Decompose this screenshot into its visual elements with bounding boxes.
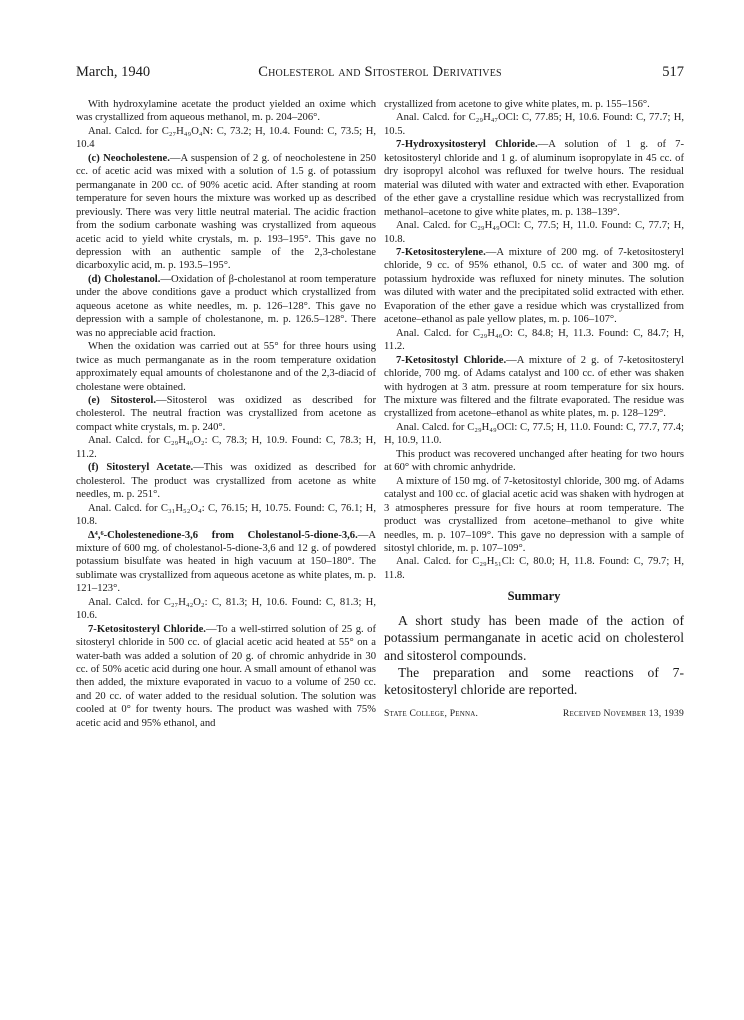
summary-paragraph: The preparation and some reactions of 7-ketositosteryl chloride are reported. bbox=[384, 664, 684, 698]
analysis-line: Anal. Calcd. for C₂₉H₄₇OCl: C, 77.85; H, 10.6. Found: C, 77.7; H, 10.5. bbox=[384, 112, 684, 137]
left-column bbox=[76, 98, 376, 730]
section-heading: 7-Hydroxysitosteryl Chloride. bbox=[396, 139, 538, 151]
analysis-line: Anal. Calcd. for C₂₉H₄₉OCl: C, 77.5; H, 11.0. Found: C, 77.7, 77.4; H, 10.9, 11.0. bbox=[384, 421, 684, 447]
paragraph bbox=[76, 529, 376, 596]
paragraph bbox=[76, 623, 376, 731]
analysis-line: Anal. Calcd. for C₂₇H₄₂O₂: C, 81.3; H, 10.6. Found: C, 81.3; H, 10.6. bbox=[76, 596, 376, 622]
right-column bbox=[384, 98, 684, 720]
paragraph-body: —To a well-stirred solution of 25 g. of sitosteryl chloride in 500 cc. of glacial acetic acid heated at 55° on a water-bath was added a solution of 20 g. of chromic anhydride in 30 cc. of 50% acetic acid during one hour. A small amount of ethanol was then added, the mixture evaporated in vacuo to a volume of 250 cc. and 20 cc. of water added to the residual solution. The solution was cooled at 0° for twenty hours. The product was washed with 75% acetic acid and 95% ethanol, and bbox=[76, 623, 376, 729]
analysis-line: Anal. Calcd. for C₂₉H₄₆O: C, 84.8; H, 11.3. Found: C, 84.7; H, 11.2. bbox=[384, 327, 684, 353]
paragraph bbox=[76, 461, 376, 501]
analysis-line: Anal. Calcd. for C₂₉H₅₁Cl: C, 80.0; H, 11.8. Found: C, 79.7; H, 11.8. bbox=[384, 556, 684, 581]
paragraph: A mixture of 150 mg. of 7-ketositostyl chloride, 300 mg. of Adams catalyst and 100 cc. of glacial acetic acid was shaken with hydrogen at 3 atmospheres pressure for five hours at room temperature. The product was crystallized from acetone–methanol to give white needles, m. p. 107–109°. This gave no depression with a sample of sitostyl chloride, m. p. 107–109°. bbox=[384, 475, 684, 554]
paragraph-body: —A solution of 1 g. of 7-ketositosteryl chloride and 1 g. of aluminum isopropylate in 45 cc. of dry isopropyl alcohol was refluxed for twelve hours. The residual material was diluted with water and extracted with ether. Evaporation of the ether gave a crystalline residue which was recrystallized from methanol–acetone to give white plates, m. p. 138–139°. bbox=[384, 139, 684, 218]
paragraph-body: —Sitosterol was oxidized as described for cholesterol. The neutral fraction was crystallized from acetone as compact white crystals, m. p. 240°. bbox=[76, 394, 376, 433]
summary-paragraph: A short study has been made of the action of potassium permanganate in acetic acid on cholesterol and sitosterol compounds. bbox=[384, 612, 684, 663]
header-title: Cholesterol and Sitosterol Derivatives bbox=[258, 64, 502, 80]
paragraph-body: —A mixture of 200 mg. of 7-ketositosteryl chloride, 9 cc. of 95% ethanol, 0.5 cc. of water and 300 mg. of potassium hydroxide was refluxed for ninety minutes. The solution was diluted with water and the precipitated solid extracted with ether. Evaporation of the ether gave a residue which was crystallized from acetone–ethanol as pale yellow plates, m. p. 106–107°. bbox=[384, 246, 684, 326]
section-heading: (d) Cholestanol. bbox=[88, 273, 161, 285]
paragraph bbox=[384, 138, 684, 219]
header-date: March, 1940 bbox=[76, 64, 151, 80]
analysis-line: Anal. Calcd. for C₂₉H₄₉OCl: C, 77.5; H, 11.0. Found: C, 77.7; H, 10.8. bbox=[384, 220, 684, 245]
author-location: State College, Penna. bbox=[384, 707, 479, 719]
analysis-line: Anal. Calcd. for C₃₁H₅₂O₄: C, 76.15; H, 10.75. Found: C, 76.1; H, 10.8. bbox=[76, 502, 376, 528]
summary bbox=[384, 612, 684, 699]
section-heading: (c) Neocholestene. bbox=[88, 152, 170, 164]
page-number: 517 bbox=[662, 64, 684, 80]
paragraph: When the oxidation was carried out at 55° for three hours using twice as much permanganate as in the room temperature oxidation approximately equal amounts of cholestanone and of the 2,3-diacid of cholestane were obtained. bbox=[76, 341, 376, 393]
section-heading: (f) Sitosteryl Acetate. bbox=[88, 462, 194, 474]
section-heading: 7-Ketositosteryl Chloride. bbox=[88, 623, 206, 635]
paragraph bbox=[384, 246, 684, 327]
paragraph bbox=[76, 273, 376, 340]
paragraph: crystallized from acetone to give white plates, m. p. 155–156°. bbox=[384, 99, 650, 110]
paragraph bbox=[76, 152, 376, 273]
paragraph-body: —A mixture of 2 g. of 7-ketositosteryl chloride, 700 mg. of Adams catalyst and 100 cc. of ether was shaken with hydrogen at 3 atm. pressure at room temperature for six hours. The mixture was filtered and the filtrate evaporated. The residue was crystallized from acetone–ethanol as white plates, m. p. 128–129°. bbox=[384, 354, 684, 420]
analysis-line: Anal. Calcd. for C₂₉H₄₆O₂: C, 78.3; H, 10.9. Found: C, 78.3; H, 11.2. bbox=[76, 435, 376, 460]
section-heading: 7-Ketositostyl Chloride. bbox=[396, 354, 507, 366]
paragraph-body: —A suspension of 2 g. of neocholestene in 250 cc. of acetic acid was mixed with a solution of 1.5 g. of potassium permanganate in 200 cc. of 90% acetic acid. After standing at room temperature for seven hours the mixture was worked up as described previously. There was very little neutral material. The acidic fraction from the sodium carbonate washing was crystallized from aqueous acetic acid to yield white crystals, m. p. 193–195°. This gave no depression with an authentic sample of the 2,3-cholestane dicarboxylic acid, m. p. 193.5–195°. bbox=[76, 152, 376, 272]
paragraph bbox=[384, 354, 684, 421]
running-header bbox=[76, 64, 684, 84]
section-heading: 7-Ketositosterylene. bbox=[396, 246, 486, 258]
received-date: Received November 13, 1939 bbox=[562, 707, 684, 719]
paragraph: With hydroxylamine acetate the product yielded an oxime which was crystallized from aqueous methanol, m. p. 204–206°. bbox=[76, 99, 376, 124]
section-heading: (e) Sitosterol. bbox=[88, 394, 156, 406]
paragraph-body: —A mixture of 600 mg. of cholestanol-5-dione-3,6 and 12 g. of powdered potassium bisulfate was heated in high vacuum at 150–180°. The sublimate was crystallized from aqueous acetone as white plates, m. p. 121–123°. bbox=[76, 529, 376, 595]
paragraph-body: —This was oxidized as described for cholesterol. The product was crystallized from acetone as white needles, m. p. 251°. bbox=[76, 462, 376, 501]
section-heading: Δ⁴,⁶-Cholestenedione-3,6 from Cholestanol-5-dione-3,6. bbox=[88, 529, 358, 541]
summary-heading: Summary bbox=[507, 589, 561, 604]
paragraph bbox=[76, 394, 376, 434]
paragraph: This product was recovered unchanged after heating for two hours at 60° with chromic anhydride. bbox=[384, 448, 684, 474]
analysis-line: Anal. Calcd. for C₂₇H₄₉O₄N: C, 73.2; H, 10.4. Found: C, 73.5; H, 10.4 bbox=[76, 125, 376, 151]
paragraph-body: —Oxidation of β-cholestanol at room temperature under the above conditions gave a product which crystallized from aqueous acetone as white needles, m. p. 126–128°. This gave no depression with a sample of cholestanone, m. p. 126.5–128°. There was no appreciable acid fraction. bbox=[76, 273, 376, 339]
